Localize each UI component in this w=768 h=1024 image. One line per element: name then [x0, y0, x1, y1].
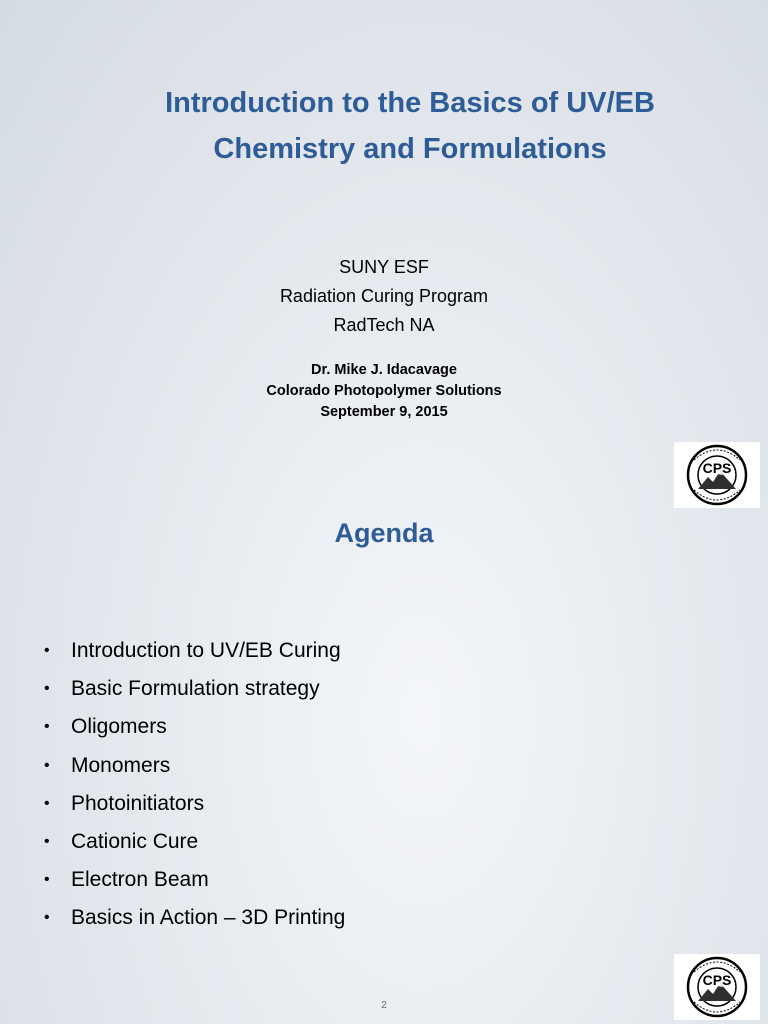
list-item: [44, 670, 345, 708]
author-name: Dr. Mike J. Idacavage: [311, 362, 457, 378]
bullet: •: [44, 642, 50, 659]
program-info: [0, 253, 768, 340]
bullet: •: [44, 680, 50, 698]
author-info: [0, 360, 768, 423]
list-item: [44, 632, 345, 670]
presentation-date: September 9, 2015: [320, 404, 448, 420]
cps-logo-icon: [684, 444, 750, 506]
program-line-3: RadTech NA: [333, 315, 435, 335]
title-line-1: Introduction to the Basics of UV/EB: [165, 87, 655, 119]
program-line-2: Radiation Curing Program: [279, 286, 489, 306]
bullet: •: [44, 832, 50, 850]
list-item: [44, 823, 345, 861]
cps-logo: [674, 442, 760, 508]
list-item: [44, 785, 345, 823]
list-item-text: Electron Beam: [71, 868, 209, 892]
list-item: [44, 861, 345, 899]
page-number: 2: [381, 1000, 387, 1011]
slide-title: [60, 80, 760, 172]
logo-text: CPS: [702, 460, 732, 476]
list-item-text: Basic Formulation strategy: [71, 677, 320, 701]
list-item: [44, 747, 345, 785]
title-line-2: Chemistry and Formulations: [213, 133, 607, 165]
program-line-1: SUNY ESF: [339, 257, 429, 277]
cps-logo-footer: [674, 954, 760, 1020]
bullet: •: [44, 909, 50, 927]
list-item-text: Oligomers: [71, 715, 167, 739]
agenda-title: Agenda: [334, 518, 434, 548]
list-item-text: Monomers: [71, 753, 171, 777]
list-item-text: Introduction to UV/EB Curing: [71, 639, 341, 662]
list-item-text: Photoinitiators: [71, 791, 205, 815]
agenda-list: [44, 632, 345, 938]
bullet: •: [44, 756, 50, 774]
author-company: Colorado Photopolymer Solutions: [266, 383, 502, 399]
cps-logo-icon: [684, 956, 750, 1018]
logo-text: CPS: [702, 972, 732, 988]
bullet: •: [44, 871, 50, 889]
list-item: [44, 708, 345, 746]
bullet: •: [44, 718, 50, 736]
list-item-text: Basics in Action – 3D Printing: [71, 906, 346, 930]
bullet: •: [44, 794, 50, 812]
list-item-text: Cationic Cure: [71, 829, 199, 853]
list-item: [44, 899, 345, 937]
